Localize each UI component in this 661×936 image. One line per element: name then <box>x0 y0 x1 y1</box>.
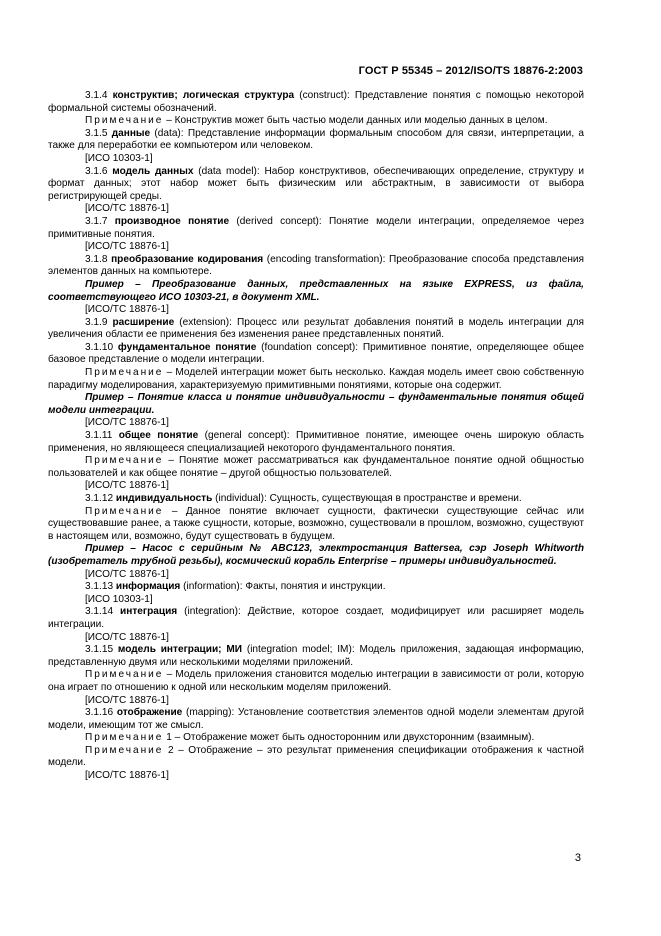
text: 1 – Отображение может быть односторонним или двухсторонним (взаимным). <box>163 732 535 744</box>
text: [ИСО/ТС 18876-1] <box>85 480 169 492</box>
paragraph <box>48 279 584 304</box>
text: [ИСО 10303-1] <box>85 593 153 605</box>
term: отображение <box>116 707 183 719</box>
paragraph <box>48 707 584 732</box>
text: 3.1.10 <box>85 341 118 353</box>
term: расширение <box>112 316 175 328</box>
page-number: 3 <box>574 852 581 864</box>
text: 3.1.9 <box>85 316 113 328</box>
text: [ИСО/ТС 18876-1] <box>85 568 169 580</box>
paragraph <box>48 644 584 669</box>
text: – Данное понятие включает сущности, фактически существующие сейчас или существовавшие ранее, а также сущности, которые, возможно, существовали в прошлом, возможно, существуют в настоящем или, возможно, будут существовать в будущем. <box>48 505 584 542</box>
paragraph <box>48 632 584 645</box>
text: (information): Факты, понятия и инструкции. <box>180 581 386 593</box>
text: 3.1.7 <box>85 215 115 227</box>
paragraph <box>48 455 584 480</box>
paragraph <box>48 216 584 241</box>
term: общее понятие <box>118 430 199 442</box>
standard-header: ГОСТ Р 55345 – 2012/ISO/TS 18876-2:2003 <box>358 65 583 77</box>
text: 2 – Отображение – это результат применения спецификации отображения к частной модели. <box>48 744 584 769</box>
text: (data model): Набор конструктивов, обеспечивающих определение, структуру и формат данных; этот набор может быть физическим или абстрактным, в зависимости от выбора регистрирующей среды. <box>48 165 584 202</box>
paragraph <box>48 367 584 392</box>
text: (construct): Представление понятия с помощью некоторой формальной системы обозначений. <box>48 90 584 114</box>
text: 3.1.16 <box>85 707 117 719</box>
term: производное понятие <box>114 215 230 227</box>
text: (extension): Процесс или результат добавления понятий в модель интеграции для увеличения области ее применения без изменения ранее представленных понятий. <box>48 316 584 341</box>
paragraph <box>48 153 584 166</box>
paragraph <box>48 695 584 708</box>
definitions-body <box>48 90 584 783</box>
text: [ИСО/ТС 18876-1] <box>85 203 169 215</box>
paragraph <box>48 115 584 128</box>
text: 3.1.4 <box>85 90 113 101</box>
paragraph <box>48 506 584 544</box>
term: модель данных <box>112 165 194 177</box>
text: (integration): Действие, которое создает, модифицирует или расширяет модель интеграции. <box>48 606 584 630</box>
paragraph <box>48 254 584 279</box>
text: 3.1.13 <box>85 581 116 593</box>
text: – Модель приложения становится моделью интеграции в зависимости от роли, которую она играет по отношению к одной или нескольким моделям приложений. <box>48 669 584 693</box>
text: [ИСО/ТС 18876-1] <box>85 241 169 253</box>
term: конструктив; логическая структура <box>112 90 295 101</box>
text: (mapping): Установление соответствия элементов одной модели элементам другой модели, имеющим тот же смысл. <box>48 707 584 731</box>
paragraph <box>48 430 584 455</box>
note-label: Примечание <box>85 505 164 517</box>
paragraph <box>48 304 584 317</box>
text: [ИСО/ТС 18876-1] <box>85 304 169 316</box>
text: (integration model; IM): Модель приложения, задающая информацию, представленную двумя или несколькими моделями приложений. <box>48 644 584 668</box>
text: [ИСО/ТС 18876-1] <box>85 417 169 429</box>
text: (general concept): Примитивное понятие, имеющее очень широкую область применения, но являющееся специализацией некоторого фундаментального понятия. <box>48 430 584 454</box>
term: информация <box>115 581 181 593</box>
text: 3.1.6 <box>85 165 113 177</box>
text: – Конструктив может быть частью модели данных или моделью данных в целом. <box>163 115 548 127</box>
paragraph <box>48 317 584 342</box>
term: данные <box>111 127 151 139</box>
paragraph <box>48 128 584 153</box>
text: 3.1.15 <box>85 644 118 656</box>
term: интеграция <box>120 606 178 618</box>
term: фундаментальное понятие <box>117 341 257 353</box>
paragraph <box>48 581 584 594</box>
term: индивидуальность <box>115 493 213 504</box>
text: [ИСО/ТС 18876-1] <box>85 694 169 706</box>
paragraph <box>48 770 584 783</box>
note-label: Примечание <box>85 455 164 467</box>
paragraph <box>48 493 584 506</box>
text: 3.1.8 <box>85 253 112 265</box>
text: [ИСО 10303-1] <box>85 152 153 164</box>
paragraph <box>48 606 584 631</box>
paragraph <box>48 90 584 115</box>
text: – Моделей интеграции может быть несколько. Каждая модель имеет свою собственную парадигму моделирования, характеризуемую примитивными понятиями, которые она содержит. <box>48 367 584 391</box>
text: (derived concept): Понятие модели интеграции, определяемое через примитивные понятия. <box>48 215 584 240</box>
paragraph <box>48 203 584 216</box>
text: 3.1.11 <box>85 430 119 442</box>
paragraph <box>48 669 584 694</box>
term: преобразование кодирования <box>111 253 264 265</box>
note-label: Примечание <box>85 744 164 756</box>
paragraph <box>48 241 584 254</box>
note-label: Примечание <box>85 732 164 744</box>
paragraph <box>48 342 584 367</box>
text: (encoding transformation): Преобразование способа представления элементов данных на компьютере. <box>48 253 584 278</box>
paragraph <box>48 543 584 568</box>
text: 3.1.5 <box>85 127 112 139</box>
term: модель интеграции; МИ <box>117 644 243 656</box>
text: – Понятие может рассматриваться как фундаментальное понятие одной общностью пользователей и как общее понятие – другой общностью пользователей. <box>48 455 584 479</box>
paragraph <box>48 569 584 582</box>
paragraph <box>48 745 584 770</box>
note-label: Примечание <box>85 115 164 127</box>
text: (foundation concept): Примитивное понятие, определяющее общее базовое представление о модели интеграции. <box>48 341 584 366</box>
note-label: Примечание <box>85 367 164 379</box>
paragraph <box>48 732 584 745</box>
text: [ИСО/ТС 18876-1] <box>85 770 169 782</box>
paragraph <box>48 417 584 430</box>
paragraph <box>48 594 584 607</box>
example-text: Пример – Преобразование данных, представленных на языке EXPRESS, из файла, соответствующего ИСО 10303-21, в документ XML. <box>48 278 584 303</box>
example-text: Пример – Насос с серийным № ABC123, электростанция Battersea, сэр Joseph Whitworth (изобретатель трубной резьбы), космический корабль Enterprise – примеры индивидуальностей. <box>48 543 584 567</box>
example-text: Пример – Понятие класса и понятие индивидуальности – фундаментальные понятия общей модели интеграции. <box>48 392 584 416</box>
text: [ИСО/ТС 18876-1] <box>85 631 169 643</box>
paragraph <box>48 480 584 493</box>
text: (data): Представление информации формальным способом для связи, интерпретации, а также для переработки ее компьютером или человеком. <box>48 127 584 152</box>
note-label: Примечание <box>85 669 164 681</box>
text: (individual): Сущность, существующая в пространстве и времени. <box>212 493 522 504</box>
paragraph <box>48 392 584 417</box>
text: 3.1.14 <box>85 606 121 618</box>
text: 3.1.12 <box>85 493 116 504</box>
paragraph <box>48 166 584 204</box>
